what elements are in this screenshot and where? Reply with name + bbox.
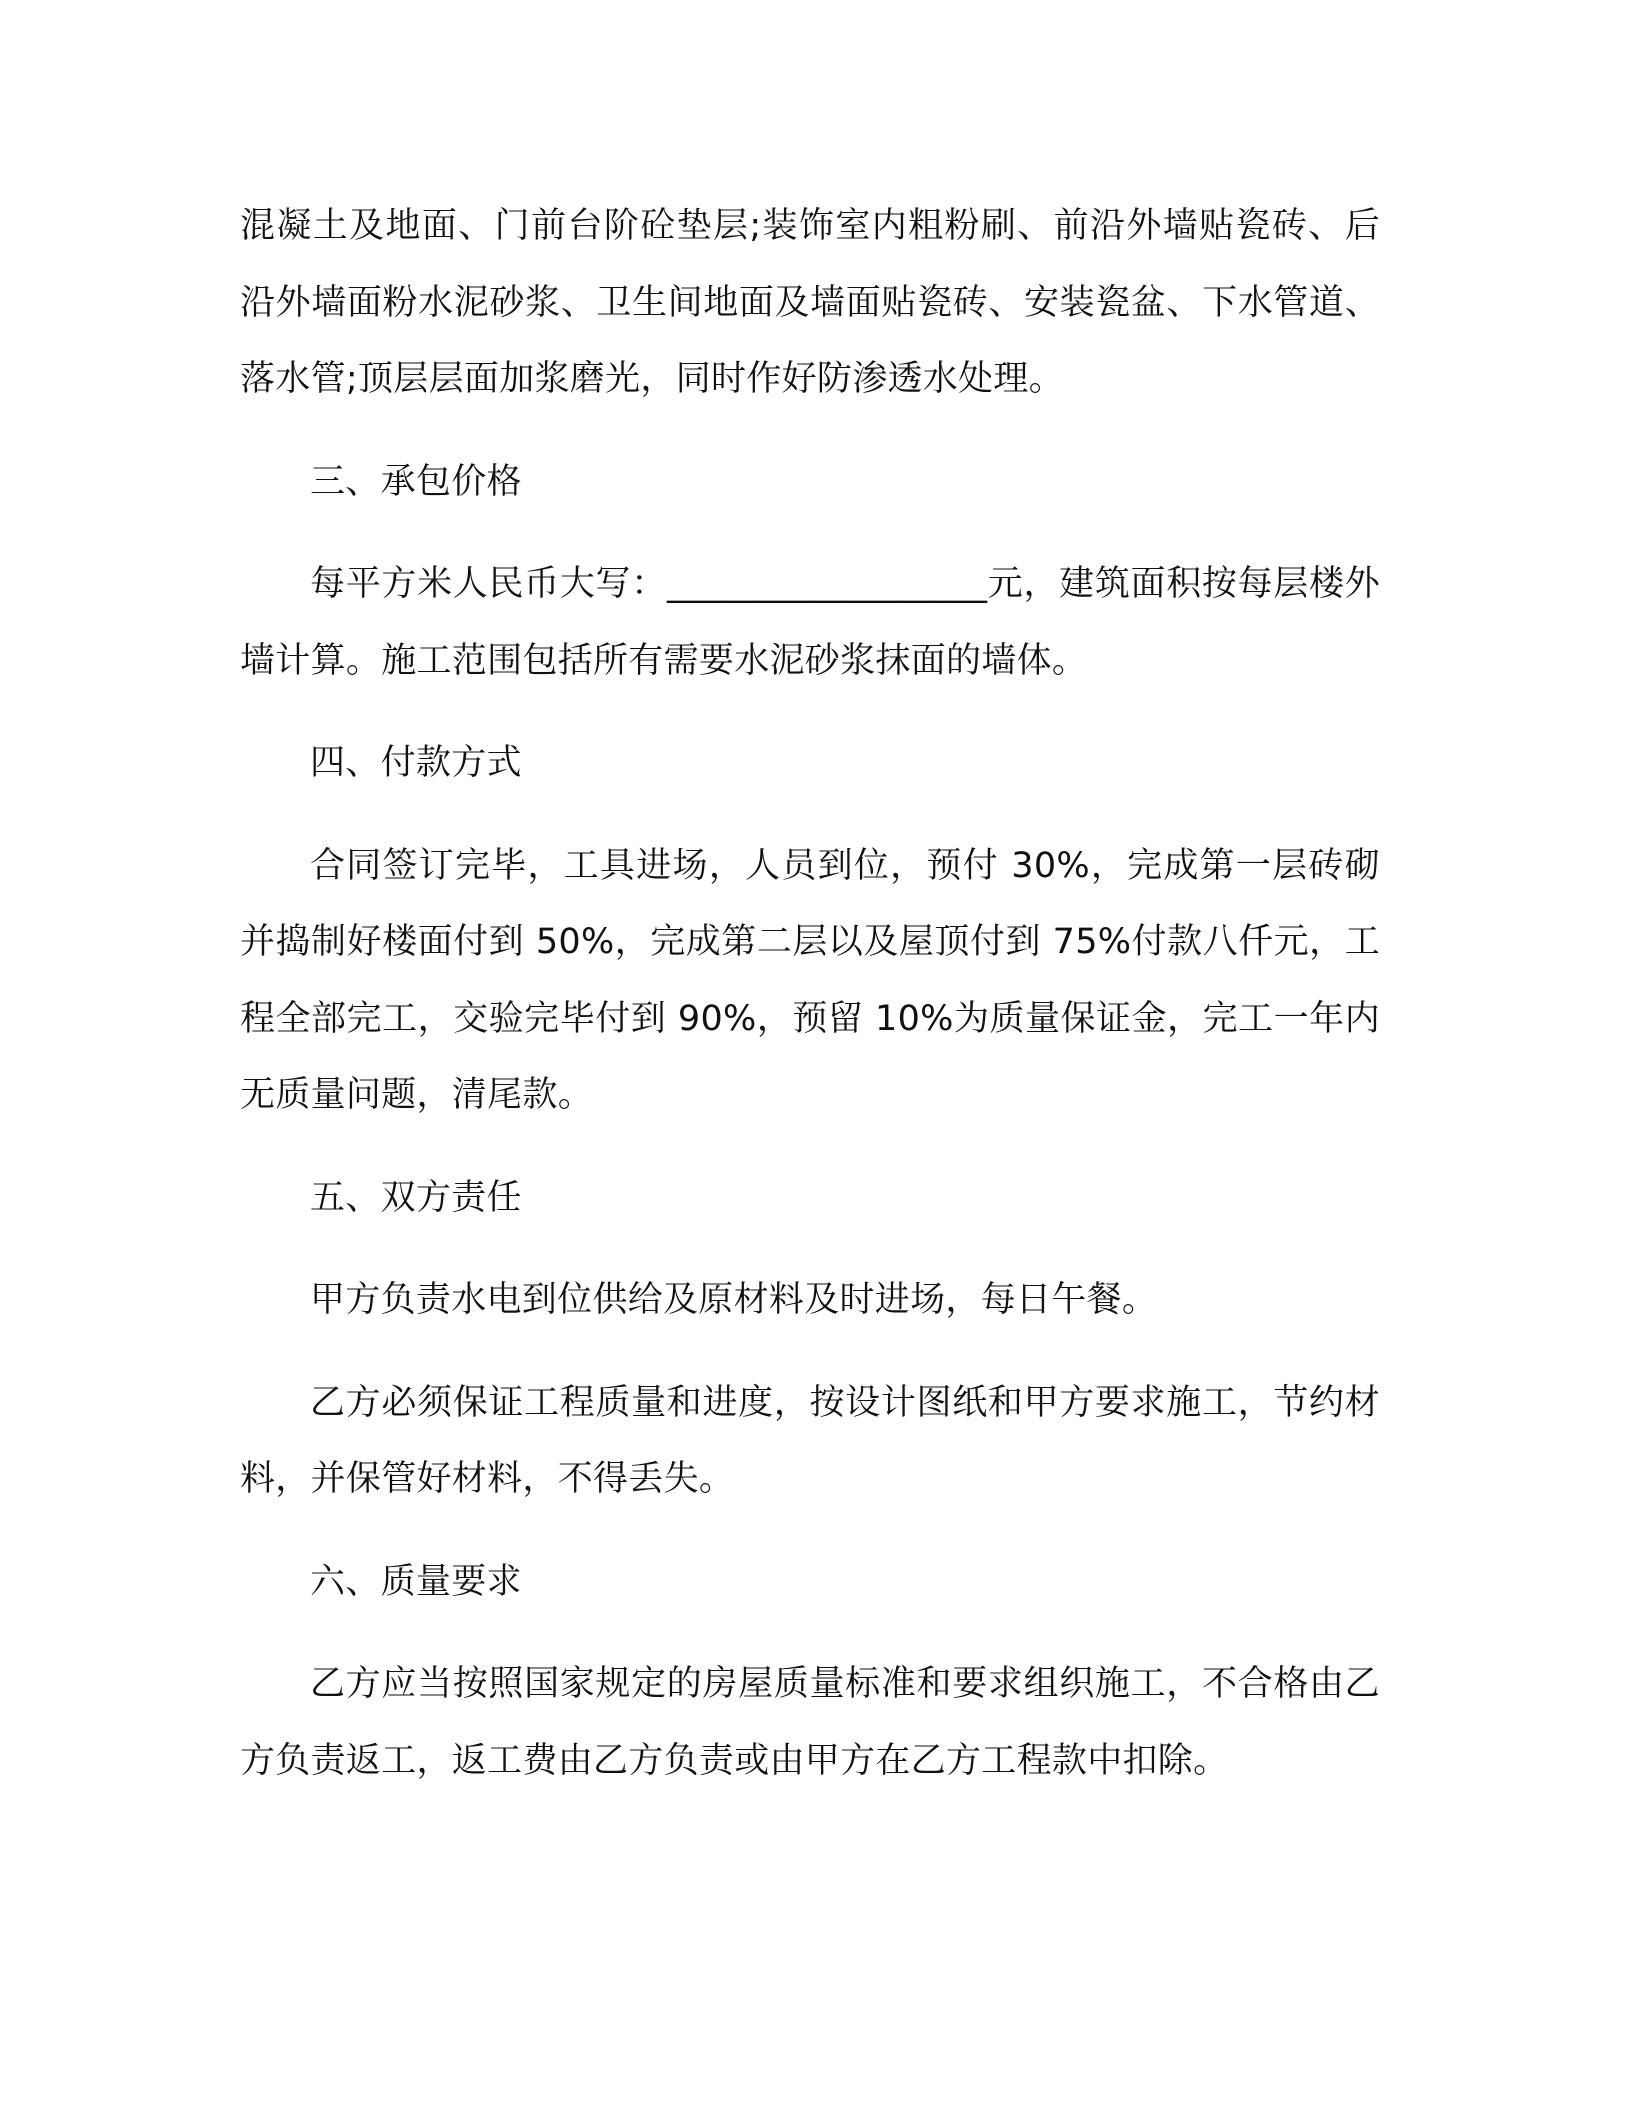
section-heading-payment-method: 四、付款方式: [310, 743, 522, 783]
section-heading-contract-price: 三、承包价格: [310, 461, 522, 502]
party-b-responsibility-paragraph: 乙方必须保证工程质量和进度，按设计图纸和甲方要求施工，节约材料，并保管好材料，不得丢失。: [240, 1382, 1380, 1499]
section-heading-quality-requirements: 六、质量要求: [310, 1561, 522, 1602]
section-heading-responsibilities: 五、双方责任: [310, 1177, 522, 1218]
document-body: [240, 188, 1380, 1825]
party-a-responsibility-paragraph: 甲方负责水电到位供给及原材料及时进场，每日午餐。: [310, 1280, 1158, 1320]
quality-paragraph: 乙方应当按照国家规定的房屋质量标准和要求组织施工，不合格由乙方负责返工，返工费由乙方负责或由甲方在乙方工程款中扣除。: [240, 1664, 1380, 1781]
payment-paragraph: 合同签订完毕，工具进场，人员到位，预付 30%，完成第一层砖砌并捣制好楼面付到 50%，完成第二层以及屋顶付到 75%付款八仟元，工程全部完工，交验完毕付到 90%，预留 10%为质量保证金，完工一年内无质量问题，清尾款。: [240, 845, 1380, 1115]
scope-paragraph-continued: 混凝土及地面、门前台阶砼垫层;装饰室内粗粉刷、前沿外墙贴瓷砖、后沿外墙面粉水泥砂浆、卫生间地面及墙面贴瓷砖、安装瓷盆、下水管道、落水管;顶层层面加浆磨光，同时作好防渗透水处理。: [240, 206, 1380, 399]
price-paragraph: 每平方米人民币大写：__________________元，建筑面积按每层楼外墙计算。施工范围包括所有需要水泥砂浆抹面的墙体。: [240, 564, 1380, 681]
